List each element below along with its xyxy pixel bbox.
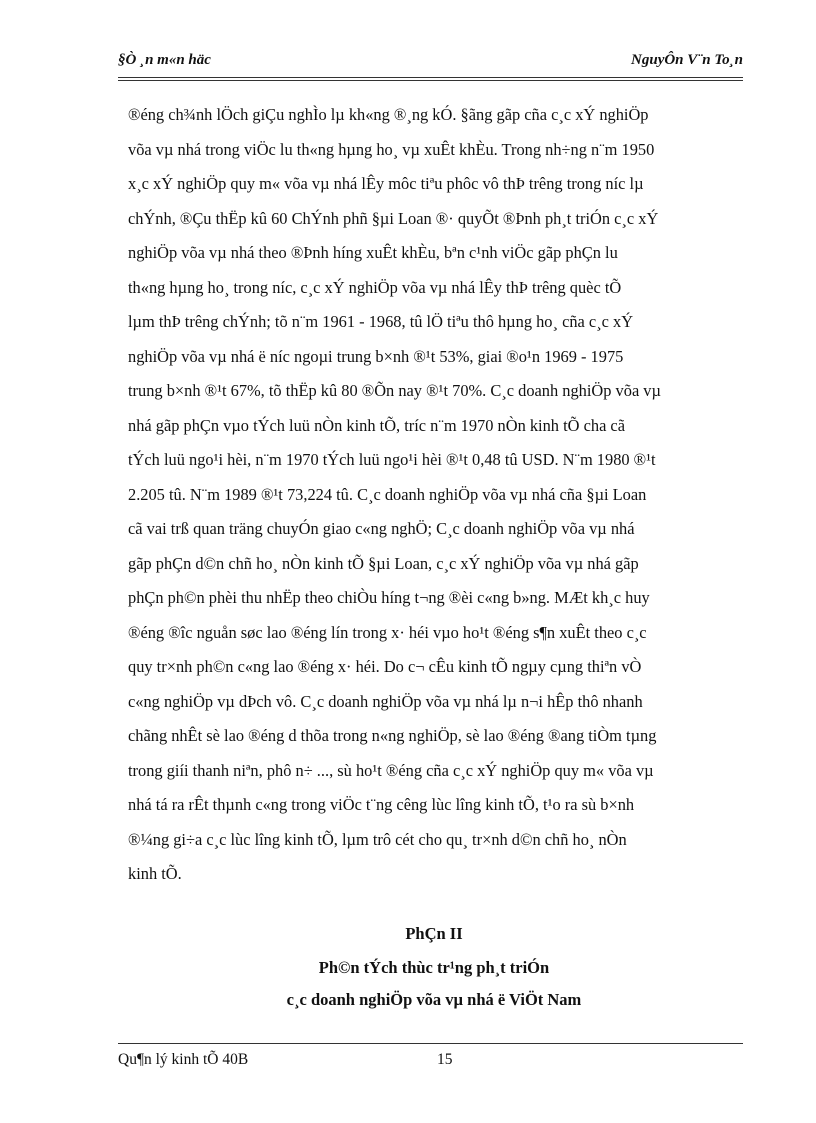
body-line: c«ng nghiÖp vµ dÞch vô. C¸c doanh nghiÖp võa vµ nhá lµ n¬i hÊp thô nhanh	[128, 691, 643, 711]
body-line: trong giíi thanh niªn, phô n÷ ..., sù ho¹t ®éng cña c¸c xÝ nghiÖp quy m« võa vµ	[128, 760, 654, 780]
body-line: ®éng ®îc nguån søc lao ®éng lín trong x· héi vµo ho¹t ®éng s¶n xuÊt theo c¸c	[128, 622, 647, 642]
footer-course: Qu¶n lý kinh tÕ 40B	[118, 1051, 249, 1068]
body-line: chÝnh, ®Çu thËp kû 60 ChÝnh phñ §µi Loan ®· quyÕt ®Þnh ph¸t triÓn c¸c xÝ	[128, 208, 659, 228]
section-title-line1: Ph©n tÝch thùc tr¹ng ph¸t triÓn	[318, 958, 550, 977]
header-divider	[118, 77, 743, 81]
section-title-line2: c¸c doanh nghiÖp võa vµ nhá ë ViÖt Nam	[286, 990, 582, 1009]
footer-divider	[118, 1043, 743, 1044]
body-line: nhá gãp phÇn vµo tÝch luü nÒn kinh tÕ, tríc n¨m 1970 nÒn kinh tÕ cha cã	[128, 415, 625, 435]
body-paragraph	[128, 98, 740, 892]
body-line: tÝch luü ngo¹i hèi, n¨m 1970 tÝch luü ngo¹i hèi ®¹t 0,48 tû USD. N¨m 1980 ®¹t	[128, 450, 656, 469]
body-line: cã vai trß quan träng chuyÓn giao c«ng nghÖ; C¸c doanh nghiÖp võa vµ nhá	[128, 519, 635, 538]
header-left-title: §Ò ¸n m«n häc	[118, 52, 211, 68]
body-line: nghiÖp võa vµ nhá theo ®Þnh híng xuÊt khÈu, bªn c¹nh viÖc gãp phÇn lu	[128, 243, 618, 262]
body-line: nghiÖp võa vµ nhá ë níc ngoµi trung b×nh ®¹t 53%, giai ®o¹n 1969 - 1975	[128, 346, 624, 366]
page-header	[118, 50, 743, 74]
body-line: võa vµ nhá trong viÖc lu th«ng hµng ho¸ vµ xuÊt khÈu. Trong nh÷ng n¨m 1950	[128, 139, 655, 159]
body-line: th«ng hµng ho¸ trong níc, c¸c xÝ nghiÖp võa vµ nhá lÊy thÞ trêng quèc tÕ	[128, 277, 622, 297]
body-line: nhá tá ra rÊt thµnh c«ng trong viÖc t¨ng cêng lùc lîng kinh tÕ, t¹o ra sù b×nh	[128, 795, 635, 814]
body-line: 2.205 tû. N¨m 1989 ®¹t 73,224 tû. C¸c doanh nghiÖp võa vµ nhá cña §µi Loan	[128, 484, 647, 504]
body-line: phÇn ph©n phèi thu nhËp theo chiÒu híng t¬ng ®èi c«ng b»ng. MÆt kh¸c huy	[128, 588, 650, 607]
body-line: chãng nhÊt sè lao ®éng d thõa trong n«ng nghiÖp, sè lao ®éng ®ang tiÒm tµng	[128, 726, 657, 745]
body-line: kinh tÕ.	[128, 864, 182, 883]
body-line: ®¼ng gi÷a c¸c lùc lîng kinh tÕ, lµm trô cét cho qu¸ tr×nh d©n chñ ho¸ nÒn	[128, 829, 627, 849]
header-author: NguyÔn V¨n To¸n	[631, 52, 743, 68]
page-number: 15	[437, 1051, 453, 1068]
body-line: quy tr×nh ph©n c«ng lao ®éng x· héi. Do c¬ cÊu kinh tÕ ngµy cµng thiªn vÒ	[128, 657, 642, 676]
body-line: lµm thÞ trêng chÝnh; tõ n¨m 1961 - 1968, tû lÖ tiªu thô hµng ho¸ cña c¸c xÝ	[128, 312, 634, 331]
body-line: gãp phÇn d©n chñ ho¸ nÒn kinh tÕ §µi Loan, c¸c xÝ nghiÖp võa vµ nhá gãp	[128, 553, 639, 573]
body-line: ®éng ch¾nh lÖch giÇu nghÌo lµ kh«ng ®¸ng kÓ. §ãng gãp cña c¸c xÝ nghiÖp	[128, 105, 649, 124]
body-line: x¸c xÝ nghiÖp quy m« võa vµ nhá lÊy môc tiªu phôc vô thÞ trêng trong níc lµ	[128, 174, 644, 193]
body-line: trung b×nh ®¹t 67%, tõ thËp kû 80 ®Õn nay ®¹t 70%. C¸c doanh nghiÖp võa vµ	[128, 381, 661, 400]
section-part-heading: PhÇn II	[405, 924, 463, 943]
